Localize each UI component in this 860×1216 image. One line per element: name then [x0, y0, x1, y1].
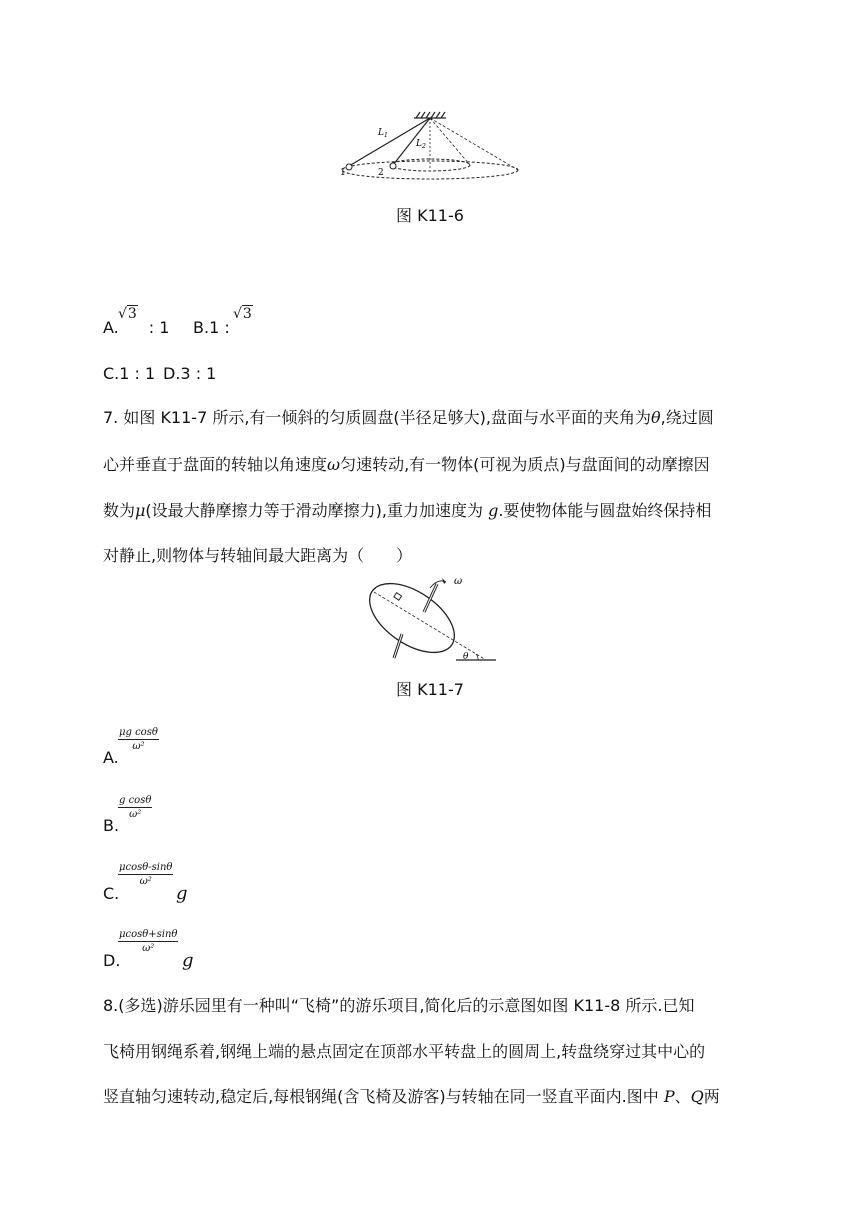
q7-option-b-label: B. — [103, 816, 120, 835]
object-block — [394, 593, 402, 601]
q8-line-2: 飞椅用钢绳系着,钢绳上端的悬点固定在顶部水平转盘上的圆周上,转盘绕穿过其中心的 — [103, 1042, 706, 1061]
tilted-disk — [360, 574, 466, 666]
q6-option-a: A. : 1 — [103, 318, 170, 337]
label-ball-1: 1 — [340, 168, 346, 178]
q6-option-b: B.1 : — [193, 318, 230, 337]
label-l1: $L_1$ — [378, 128, 388, 139]
q7-option-c-fraction: $\frac{\mu\cos\theta-\sin\theta}{\text{ω²}}$ — [119, 862, 173, 887]
q7-option-c-g: g — [176, 883, 188, 904]
string-l2 — [393, 118, 430, 165]
figure-k11-7 — [360, 574, 500, 666]
q6-option-a-root: √3 — [118, 306, 137, 322]
label-omega: ω — [454, 576, 463, 587]
q7-line-2: 心并垂直于盘面的转轴以角速度ω匀速转动,有一物体(可视为质点)与盘面间的动摩擦因 — [103, 455, 710, 474]
label-l2: $L_2$ — [416, 139, 426, 150]
q7-line-4: 对静止,则物体与转轴间最大距离为（ ） — [103, 546, 413, 565]
q7-line-1: 7. 如图 K11-7 所示,有一倾斜的匀质圆盘(半径足够大),盘面与水平面的夹角为θ,绕过圆 — [103, 408, 714, 427]
label-ball-2: 2 — [378, 168, 384, 178]
figure-k11-6 — [330, 108, 530, 184]
q7-option-d-label: D. — [103, 951, 121, 970]
q7-option-d-g: g — [182, 950, 194, 971]
ceiling-support — [414, 112, 446, 118]
figure-k11-7-caption: 图 K11-7 — [396, 680, 464, 699]
q6-option-b-root: √3 — [233, 306, 252, 322]
q8-line-3: 竖直轴匀速转动,稳定后,每根钢绳(含飞椅及游客)与转轴在同一竖直平面内.图中 P、Q两 — [103, 1087, 720, 1106]
q7-option-c-label: C. — [103, 884, 120, 903]
q6-option-d: D.3 : 1 — [163, 364, 217, 383]
q7-option-d-fraction: $\frac{\mu\cos\theta+\sin\theta}{\text{ω²}}$ — [119, 929, 178, 954]
q7-line-3: 数为μ(设最大静摩擦力等于滑动摩擦力),重力加速度为 g.要使物体能与圆盘始终保持相 — [103, 501, 712, 520]
q7-option-a-fraction: $\frac{\text{μg cosθ}}{\text{ω²}}$ — [119, 727, 158, 752]
q7-option-b-fraction: $\frac{\text{g cosθ}}{\text{ω²}}$ — [119, 795, 152, 820]
q7-option-a-label: A. — [103, 748, 119, 767]
small-circle-path — [390, 159, 470, 171]
q6-option-c: C.1 : 1 — [103, 364, 156, 383]
ball-2 — [390, 163, 396, 169]
figure-k11-6-caption: 图 K11-6 — [396, 206, 464, 225]
ball-1 — [346, 164, 352, 170]
q8-line-1: 8.(多选)游乐园里有一种叫“飞椅”的游乐项目,简化后的示意图如图 K11-8 所示.已知 — [103, 996, 695, 1015]
label-theta: θ — [463, 652, 469, 662]
